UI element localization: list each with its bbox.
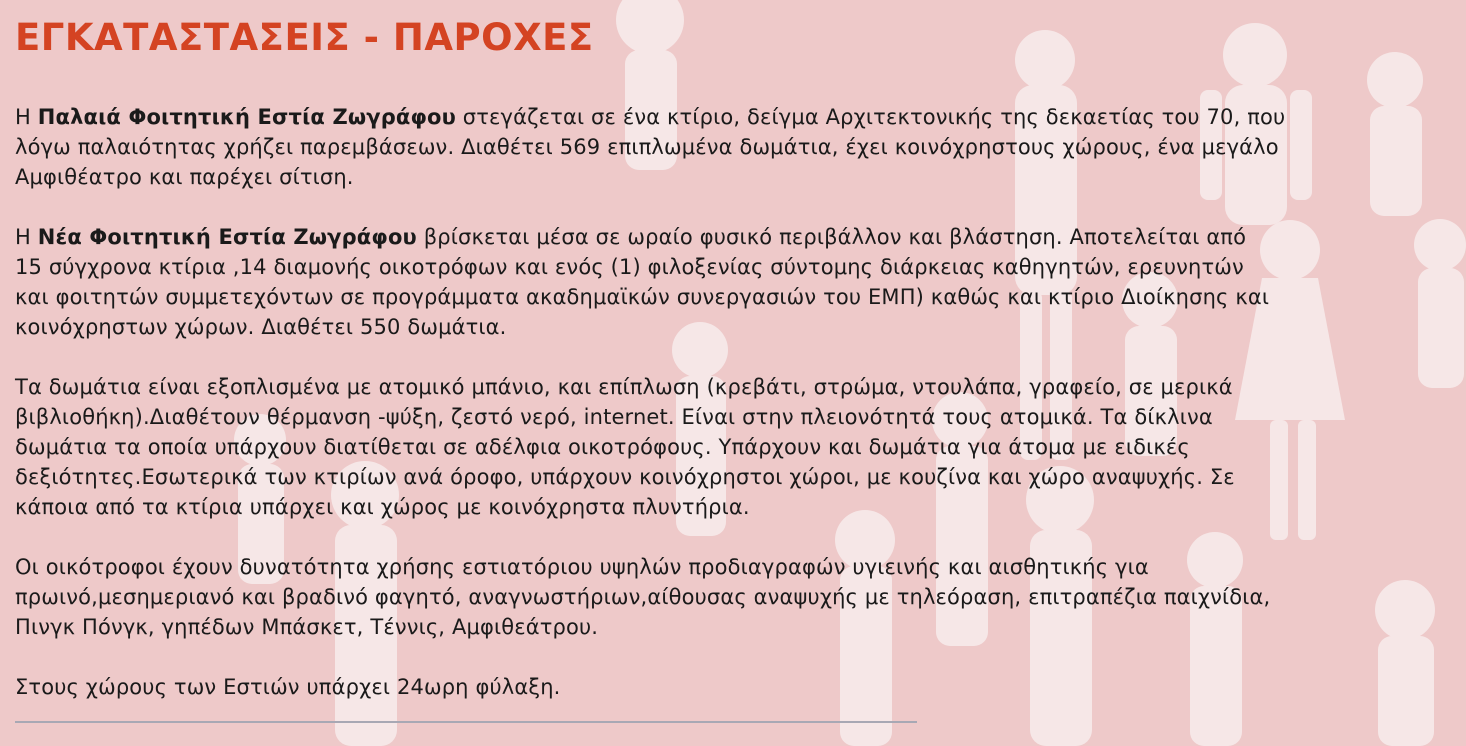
paragraph-line: Οι οικότροφοι έχουν δυνατότητα χρήσης εστιατόριου υψηλών προδιαγραφών υγιεινής και αισθητικής για [15, 555, 1149, 579]
paragraph-line: λόγω παλαιότητας χρήζει παρεμβάσεων. Διαθέτει 569 επιπλωμένα δωμάτια, έχει κοινόχρηστους χώρους, ένα μεγάλο [15, 135, 1279, 159]
paragraph-old-residence [15, 102, 1435, 192]
paragraph-line: δωμάτια τα οποία υπάρχουν διατίθεται σε αδέλφια οικοτρόφους. Υπάρχουν και δωμάτια για άτομα με ειδικές [15, 435, 1190, 459]
paragraph-line: Πινγκ Πόνγκ, γηπέδων Μπάσκετ, Τέννις, Αμφιθεάτρου. [15, 615, 599, 639]
page-title: ΕΓΚΑΤΑΣΤΑΣΕΙΣ - ΠΑΡΟΧΕΣ [15, 16, 594, 59]
paragraph-line: κοινόχρηστων χώρων. Διαθέτει 550 δωμάτια. [15, 315, 507, 339]
paragraph-new-residence [15, 222, 1435, 342]
paragraph-line: Τα δωμάτια είναι εξοπλισμένα με ατομικό μπάνιο, και επίπλωση (κρεβάτι, στρώμα, ντουλάπα, γραφείο, σε μερικά [15, 375, 1233, 399]
paragraph-line: κάποια από τα κτίρια υπάρχει και χώρος με κοινόχρηστα πλυντήρια. [15, 495, 750, 519]
paragraph-line: πρωινό,μεσημεριανό και βραδινό φαγητό, αναγνωστήριων,αίθουσας αναψυχής με τηλεόραση, επιτραπέζια παιχνίδια, [15, 585, 1271, 609]
paragraph-prefix: Η [15, 105, 38, 129]
paragraph-line: Αμφιθέατρο και παρέχει σίτιση. [15, 165, 354, 189]
paragraph-line: 15 σύγχρονα κτίρια ,14 διαμονής οικοτρόφων και ενός (1) φιλοξενίας σύντομης διάρκειας καθηγητών, ερευνητών [15, 255, 1244, 279]
horizontal-divider [15, 721, 917, 723]
old-residence-name: Παλαιά Φοιτητική Εστία Ζωγράφου [37, 105, 456, 129]
main-content [15, 14, 1435, 702]
paragraph-line: βρίσκεται μέσα σε ωραίο φυσικό περιβάλλον και βλάστηση. Αποτελείται από [416, 225, 1247, 249]
paragraph-line: Στους χώρους των Εστιών υπάρχει 24ωρη φύλαξη. [15, 675, 561, 699]
paragraph-rooms [15, 372, 1435, 522]
paragraph-line: δεξιότητες.Εσωτερικά των κτιρίων ανά όροφο, υπάρχουν κοινόχρηστοι χώροι, με κουζίνα και χώρο αναψυχής. Σε [15, 465, 1235, 489]
paragraph-prefix: Η [15, 225, 38, 249]
paragraph-line: βιβλιοθήκη).Διαθέτουν θέρμανση -ψύξη, ζεστό νερό, internet. Είναι στην πλειονότητά τους ατομικά. Τα δίκλινα [15, 405, 1213, 429]
paragraph-facilities [15, 552, 1435, 642]
paragraph-security [15, 672, 1435, 702]
paragraph-line: και φοιτητών συμμετεχόντων σε προγράμματα ακαδημαϊκών συνεργασιών του ΕΜΠ) καθώς και κτίριο Διοίκησης και [15, 285, 1270, 309]
new-residence-name: Νέα Φοιτητική Εστία Ζωγράφου [37, 225, 417, 249]
paragraph-line: στεγάζεται σε ένα κτίριο, δείγμα Αρχιτεκτονικής της δεκαετίας του 70, που [455, 105, 1286, 129]
